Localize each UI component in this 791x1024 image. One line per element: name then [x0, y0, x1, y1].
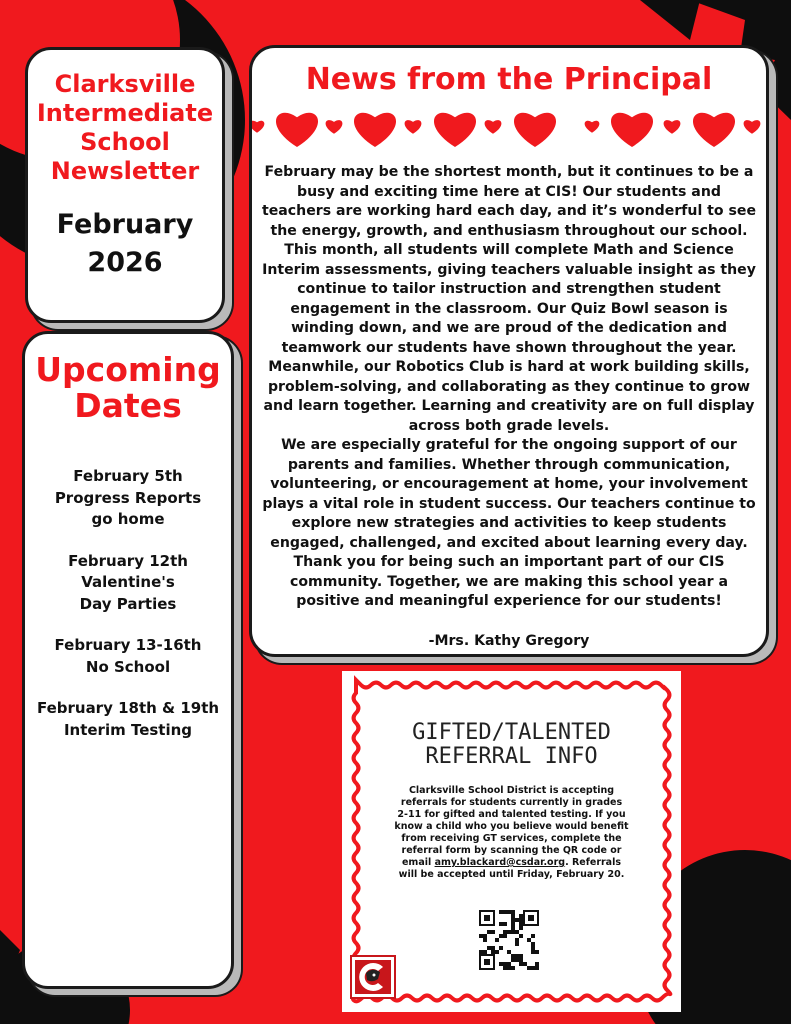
heart-icon — [664, 120, 681, 134]
heart-icon — [485, 120, 502, 134]
news-heading: News from the Principal — [305, 62, 713, 97]
event-item — [25, 551, 231, 616]
school-title-line: Newsletter — [50, 157, 200, 185]
heart-icon — [354, 113, 396, 147]
news-body — [262, 163, 756, 651]
gifted-title — [342, 721, 681, 769]
heart-icon — [252, 121, 264, 133]
upcoming-dates-card — [22, 331, 234, 989]
heart-icon — [514, 113, 556, 147]
news-paragraph: February may be the shortest month, but it continues to be a busy and exciting time here at CIS! Our students and teachers are working hard each day, and it’s wonderful to see the energy, growth, and enthusiasm throughout our school. This month, all students will complete Math and Science Interim assessments, giving teachers valuable insight as they continue to tailor instruction and strengthen student engagement in the classroom. Our Quiz Bowl season is winding down, and we are proud of the dedication and teamwork our students have shown throughout the year. Meanwhile, our Robotics Club is hard at work building skills, problem-solving, and collaborating as they continue to grow and learn together. Learning and creativity are on full display across both grade levels. — [262, 164, 757, 434]
event-item — [25, 698, 231, 741]
heading-line: Dates — [74, 386, 182, 425]
heart-icon — [434, 113, 476, 147]
gifted-title-line: REFERRAL INFO — [425, 744, 598, 769]
event-item — [25, 466, 231, 531]
heart-icon — [405, 120, 422, 134]
newsletter-title-card — [25, 47, 225, 323]
heading-line: Upcoming — [35, 350, 221, 389]
principal-signature: -Mrs. Kathy Gregory — [428, 632, 590, 649]
event-text: Valentine's Day Parties — [79, 573, 177, 613]
school-title-line: School — [80, 128, 170, 156]
referral-email-link[interactable]: amy.blackard@csdar.org — [434, 857, 566, 868]
event-date: February 12th — [68, 551, 188, 570]
event-item — [25, 635, 231, 678]
event-date: February 13-16th — [54, 636, 202, 654]
school-mascot-logo-icon — [350, 955, 396, 999]
school-title — [28, 70, 222, 186]
gifted-description — [394, 785, 629, 881]
event-text: No School — [85, 657, 171, 676]
event-date: February 18th & 19th — [36, 699, 220, 717]
event-text: Interim Testing — [63, 720, 193, 739]
event-date: February 5th — [73, 467, 183, 485]
heart-icon — [585, 121, 600, 133]
heart-icon — [276, 113, 318, 147]
gifted-text-end: . Referrals will be accepted until Friday, February 20. — [398, 857, 625, 880]
heart-icon — [693, 113, 735, 147]
upcoming-dates-heading — [25, 352, 231, 424]
qr-code-icon[interactable] — [479, 910, 539, 970]
school-title-line: Clarksville — [54, 70, 196, 98]
school-title-line: Intermediate — [36, 99, 214, 127]
event-text: Progress Reports go home — [54, 488, 202, 528]
issue-date — [28, 206, 222, 282]
gifted-title-line: GIFTED/TALENTED — [412, 720, 611, 745]
issue-month: February — [56, 209, 194, 240]
gifted-text: Clarksville School District is accepting referrals for students currently in grades 2-11 for gifted and talented testing. If you know a child who you believe would benefit from receiving GT services, complete the referral form by scanning the QR code or email — [394, 785, 629, 868]
news-paragraph: We are especially grateful for the ongoing support of our parents and families. Whether through communication, volunteering, or encouragement at home, your involvement plays a vital role in student success. Our teachers continue to explore new strategies and activities to keep students engaged, challenged, and excited about learning every day. Thank you for being such an important part of our CIS community. Together, we are making this school year a positive and meaningful experience for our students! — [262, 437, 756, 609]
gifted-talented-flyer — [342, 671, 681, 1012]
heart-icon — [326, 120, 343, 134]
issue-year: 2026 — [87, 247, 163, 278]
heart-icon — [611, 113, 653, 147]
hearts-divider — [252, 102, 772, 148]
heart-icon — [744, 120, 761, 134]
principal-news-card — [249, 45, 769, 657]
